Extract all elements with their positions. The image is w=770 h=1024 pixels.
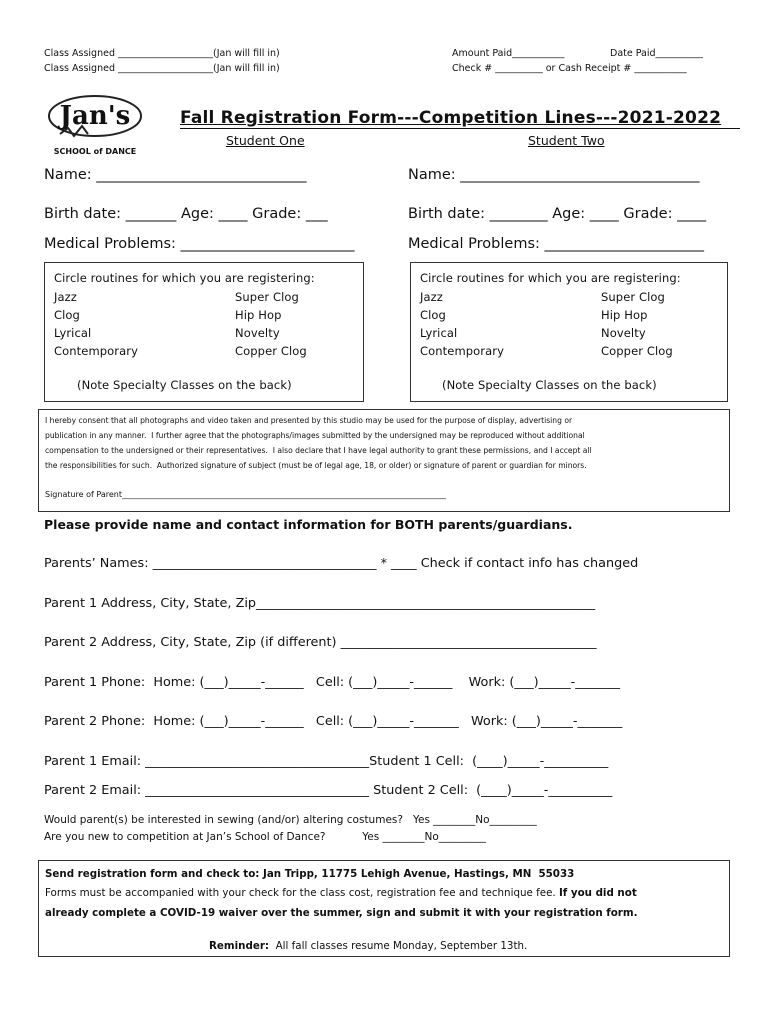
forms-instruction-bold: If you did not <box>558 887 637 899</box>
consent-text-line: publication in any manner. I further agree that the photographs/images submitted by the undersigned may be reproduced without additional <box>45 431 585 440</box>
reminder-label: Reminder: <box>209 940 270 952</box>
reminder-text: All fall classes resume Monday, September 13th. <box>269 940 528 952</box>
student-one-name-field[interactable]: Name: _____________________________ <box>44 167 307 183</box>
routine-option[interactable]: Copper Clog <box>235 344 307 358</box>
new-to-competition-question[interactable]: Are you new to competition at Jan’s School of Dance? Yes ________No_________ <box>44 831 487 843</box>
consent-text-line: I hereby consent that all photographs and video taken and presented by this studio may be used for the purpose of display, advertising or <box>45 416 573 425</box>
class-assigned-line-1[interactable]: Class Assigned ____________________(Jan will fill in) <box>44 48 280 59</box>
student-one-routines-heading: Circle routines for which you are registering: <box>54 271 315 285</box>
parent-2-phone-field[interactable]: Parent 2 Phone: Home: (___)_____-______ Cell: (___)_____-_______ Work: (___)_____-_______ <box>44 714 623 729</box>
routine-option[interactable]: Clog <box>420 308 446 322</box>
amount-paid-field[interactable]: Amount Paid___________ <box>452 48 565 59</box>
routine-option[interactable]: Contemporary <box>54 344 138 358</box>
routine-option[interactable]: Clog <box>54 308 80 322</box>
student-two-heading: Student Two <box>528 133 605 148</box>
routine-option[interactable]: Jazz <box>54 290 77 304</box>
routine-option[interactable]: Super Clog <box>601 290 665 304</box>
consent-box <box>38 409 730 512</box>
routine-option[interactable]: Copper Clog <box>601 344 673 358</box>
student-two-routines-heading: Circle routines for which you are registering: <box>420 271 681 285</box>
footer-box <box>38 860 730 957</box>
student-two-birth-age-grade[interactable]: Birth date: ________ Age: ____ Grade: ____ <box>408 206 707 222</box>
student-two-specialty-note: (Note Specialty Classes on the back) <box>442 378 657 392</box>
reminder <box>209 940 527 952</box>
parents-heading: Please provide name and contact information for BOTH parents/guardians. <box>44 517 573 532</box>
school-logo <box>40 88 150 160</box>
student-two-name-field[interactable]: Name: _________________________________ <box>408 167 700 183</box>
send-to-address: Send registration form and check to: Jan Tripp, 11775 Lehigh Avenue, Hastings, MN 55033 <box>45 868 575 880</box>
routine-option[interactable]: Novelty <box>601 326 646 340</box>
form-title: Fall Registration Form---Competition Lines---2021-2022 <box>180 108 722 128</box>
student-two-routines-box <box>410 262 728 402</box>
student-one-medical-field[interactable]: Medical Problems: ________________________ <box>44 236 355 252</box>
logo-subtext: SCHOOL of DANCE <box>53 147 137 156</box>
routine-option[interactable]: Lyrical <box>54 326 92 340</box>
covid-waiver-instruction: already complete a COVID-19 waiver over the summer, sign and submit it with your registration form. <box>45 907 638 919</box>
check-number-field[interactable]: Check # __________ or Cash Receipt # ___________ <box>452 63 687 74</box>
parent-2-address-field[interactable]: Parent 2 Address, City, State, Zip (if different) ________________________________________ <box>44 635 597 650</box>
class-assigned-line-2[interactable]: Class Assigned ____________________(Jan will fill in) <box>44 63 280 74</box>
consent-text-line: compensation to the undersigned or their representatives. I also declare that I have legal authority to grant these permissions, and I accept all <box>45 446 592 455</box>
student-one-specialty-note: (Note Specialty Classes on the back) <box>77 378 292 392</box>
routine-option[interactable]: Jazz <box>420 290 443 304</box>
student-one-routines-box <box>44 262 364 402</box>
routine-option[interactable]: Super Clog <box>235 290 299 304</box>
student-one-heading: Student One <box>226 133 305 148</box>
routine-option[interactable]: Lyrical <box>420 326 458 340</box>
student-two-medical-field[interactable]: Medical Problems: ______________________ <box>408 236 704 252</box>
routine-option[interactable]: Hip Hop <box>601 308 648 322</box>
routine-option[interactable]: Contemporary <box>420 344 504 358</box>
forms-instruction <box>45 887 637 899</box>
parent-2-email-field[interactable]: Parent 2 Email: ___________________________________ Student 2 Cell: (____)_____-__________ <box>44 783 613 798</box>
forms-instruction-plain: Forms must be accompanied with your check for the class cost, registration fee and technique fee. <box>45 887 559 899</box>
parents-names-field[interactable]: Parents’ Names: ___________________________________ * ____ Check if contact info has changed <box>44 556 639 571</box>
sewing-question[interactable]: Would parent(s) be interested in sewing (and/or) altering costumes? Yes ________No_________ <box>44 814 537 826</box>
logo-text: Jan's <box>59 101 131 131</box>
routine-option[interactable]: Novelty <box>235 326 280 340</box>
date-paid-field[interactable]: Date Paid__________ <box>610 48 704 59</box>
consent-text-line: the responsibilities for such. Authorized signature of subject (must be of legal age, 18, or older) or signature of parent or guardian for minors. <box>45 461 587 470</box>
parent-1-email-field[interactable]: Parent 1 Email: ___________________________________Student 1 Cell: (____)_____-__________ <box>44 754 609 769</box>
student-one-birth-age-grade[interactable]: Birth date: _______ Age: ____ Grade: ___ <box>44 206 328 222</box>
routine-option[interactable]: Hip Hop <box>235 308 282 322</box>
parent-1-address-field[interactable]: Parent 1 Address, City, State, Zip_____________________________________________________ <box>44 596 596 611</box>
parent-1-phone-field[interactable]: Parent 1 Phone: Home: (___)_____-______ Cell: (___)_____-______ Work: (___)_____-_______ <box>44 675 620 690</box>
title-underline <box>180 128 740 129</box>
parent-signature-field[interactable]: Signature of Parent_________________________________________________________________________________ <box>45 490 446 499</box>
